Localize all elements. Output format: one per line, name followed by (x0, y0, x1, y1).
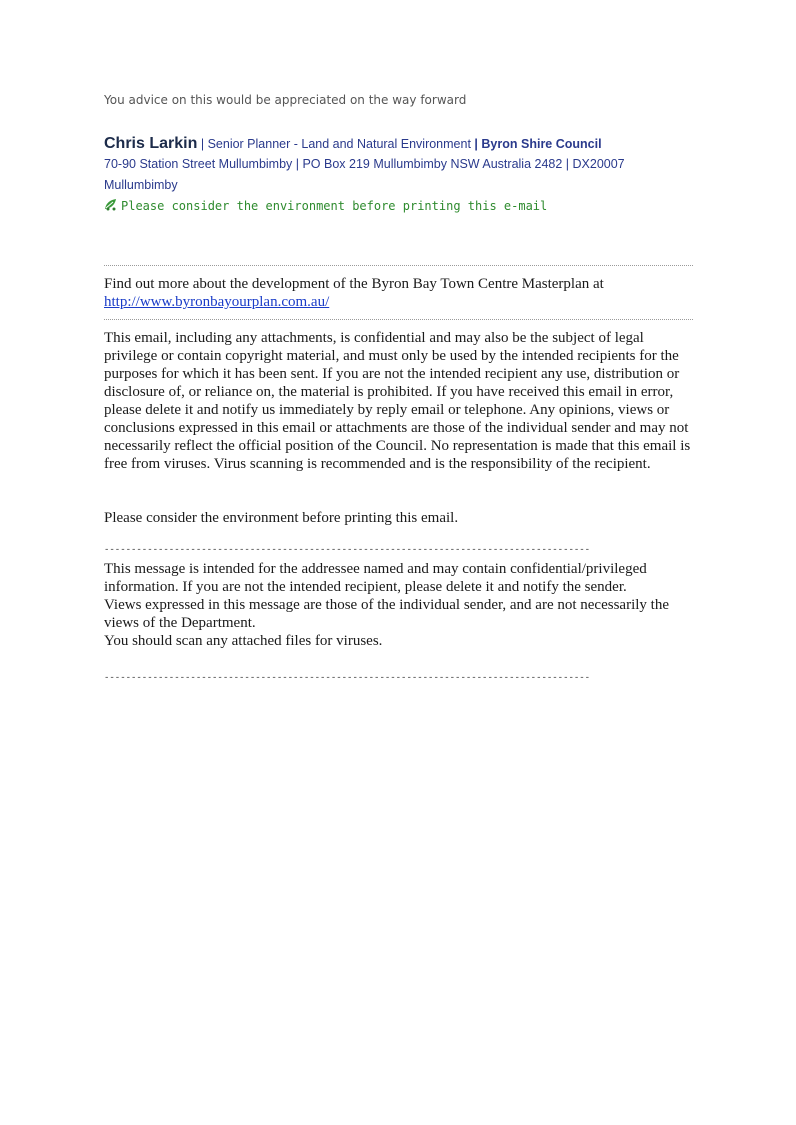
signature-header (104, 135, 704, 153)
divider (104, 319, 693, 320)
sender-address: 70-90 Station Street Mullumbimby | PO Box 219 Mullumbimby NSW Australia 2482 | DX20007 Mullumbimby (104, 157, 625, 192)
masterplan-link[interactable]: http://www.byronbayourplan.com.au/ (104, 294, 330, 310)
masterplan-notice (104, 275, 699, 311)
organisation-name: Byron Shire Council (481, 137, 602, 151)
separator: | (474, 137, 478, 151)
eco-notice-text: Please consider the environment before printing this e-mail (121, 198, 548, 213)
dashed-separator: ------------------------------------------------------------------------------------------ (104, 673, 591, 683)
disclaimer-line: This message is intended for the addressee named and may contain confidential/privileged information. If you are not the intended recipient, please delete it and notify the sender. (104, 561, 647, 595)
recycle-leaf-icon (104, 197, 121, 214)
department-disclaimer (104, 560, 694, 650)
disclaimer-line: You should scan any attached files for viruses. (104, 633, 383, 649)
separator: | (200, 137, 205, 151)
disclaimer-line: Views expressed in this message are those of the individual sender, and are not necessarily the views of the Department. (104, 597, 669, 631)
sender-role: Senior Planner - Land and Natural Environment (207, 137, 471, 151)
environment-notice: Please consider the environment before printing this email. (104, 510, 459, 526)
dashed-separator: ------------------------------------------------------------------------------------------ (104, 545, 591, 555)
sender-name: Chris Larkin (104, 135, 198, 152)
email-signature (104, 135, 704, 196)
confidentiality-disclaimer: This email, including any attachments, is confidential and may also be the subject of legal privilege or contain copyright material, and must only be used by the intended recipients for the purposes for which it has been sent. If you are not the intended recipient any use, distribution or disclosure of, or reliance on, the material is prohibited. If you have received this email in error, please delete it and notify us immediately by reply email or telephone. Any opinions, views or conclusions expressed in this email or attachments are those of the individual sender and may not necessarily reflect the official position of the Council. No representation is made that this email is free from viruses. Virus scanning is recommended and is the responsibility of the recipient. (104, 330, 691, 472)
eco-notice (104, 197, 547, 214)
intro-text: You advice on this would be appreciated on the way forward (104, 93, 467, 107)
divider (104, 265, 693, 266)
masterplan-text: Find out more about the development of the Byron Bay Town Centre Masterplan at (104, 276, 604, 292)
